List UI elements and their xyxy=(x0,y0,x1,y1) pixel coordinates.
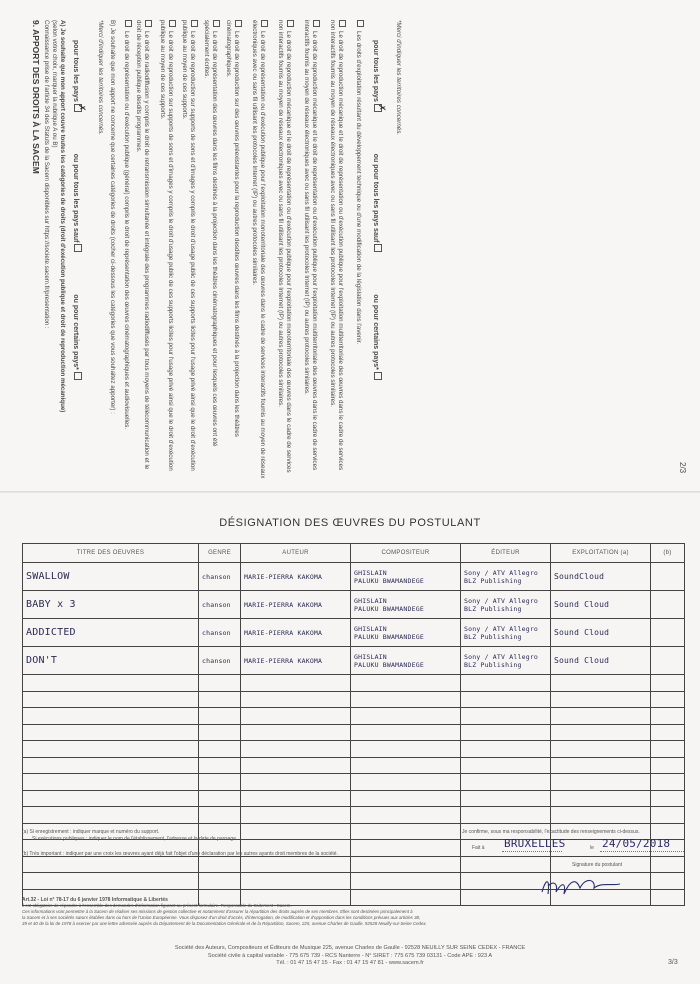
empty-cell[interactable] xyxy=(199,741,241,758)
work-author[interactable]: MARIE-PIERRA KAKOMA xyxy=(241,619,351,647)
empty-cell[interactable] xyxy=(461,691,551,708)
empty-cell[interactable] xyxy=(651,774,685,791)
empty-cell[interactable] xyxy=(461,724,551,741)
empty-cell[interactable] xyxy=(461,675,551,692)
work-author[interactable]: MARIE-PIERRA KAKOMA xyxy=(241,647,351,675)
empty-cell[interactable] xyxy=(651,724,685,741)
empty-cell[interactable] xyxy=(461,790,551,807)
empty-cell[interactable] xyxy=(241,790,351,807)
col-b-header: (b) xyxy=(651,544,685,563)
work-publisher[interactable]: Sony / ATV Allegro BLZ Publishing xyxy=(461,619,551,647)
empty-cell[interactable] xyxy=(351,790,461,807)
empty-cell[interactable] xyxy=(199,807,241,824)
table-row xyxy=(23,774,685,791)
right-item[interactable]: Le droit de représentation ou d'exécution publique pour l'exploitation monoterritoriale des œuvres dans le cadre de services interactifs fournis au moyen de réseaux électroniques avec ou sans fil utilisant les protocoles Internet (IP) ou autres protocoles similaires. xyxy=(250,20,266,479)
work-composer[interactable]: GHISLAIN PALUKU BWAMANDEGE xyxy=(351,647,461,675)
right-item[interactable]: Le droit de reproduction sur supports de sons et d'images y compris le droit d'usage public de ces supports licites pour l'usage privé ainsi que le droit d'exécution publique au moyen de ces supports. xyxy=(158,20,174,471)
empty-cell[interactable] xyxy=(199,691,241,708)
empty-cell[interactable] xyxy=(351,774,461,791)
table-row xyxy=(23,591,685,619)
empty-cell[interactable] xyxy=(551,807,651,824)
table-row xyxy=(23,563,685,591)
right-item[interactable]: Le droit de reproduction mécanique et le droit de représentation ou d'exécution publique pour l'exploitation multiterritoriale des œuvres dans le cadre de services interactifs fournis au moyen de réseaux électroniques avec ou sans fil utilisant les protocoles Internet (IP) ou autres protocoles similaires. xyxy=(302,20,318,471)
work-exploitation[interactable]: Sound Cloud xyxy=(551,591,651,619)
empty-cell[interactable] xyxy=(461,757,551,774)
empty-cell[interactable] xyxy=(23,724,199,741)
scope-except-checkbox[interactable] xyxy=(74,244,82,252)
table-row xyxy=(23,675,685,692)
empty-cell[interactable] xyxy=(241,757,351,774)
col-title-header: TITRE DES OEUVRES xyxy=(23,544,199,563)
legal-title: Art.32 - Loi n° 78-17 du 6 janvier 1978 Informatique & Libertés xyxy=(22,897,168,903)
note-a-line-1: (a) Si enregistrement : indiquer marque et numéro du support. xyxy=(22,829,160,835)
empty-cell[interactable] xyxy=(351,724,461,741)
legal-line: Il est obligatoire de répondre à l'ensemble des demandes d'information figurant au présent formulaire. Responsable du traitement : Sacem. xyxy=(22,903,292,908)
empty-cell[interactable] xyxy=(461,708,551,725)
apport-intro-2: (selon votre choix, marquer la rubrique A ou B) xyxy=(51,20,58,148)
work-publisher[interactable]: Sony / ATV Allegro BLZ Publishing xyxy=(461,563,551,591)
col-author-header: AUTEUR xyxy=(241,544,351,563)
work-composer[interactable]: GHISLAIN PALUKU BWAMANDEGE xyxy=(351,619,461,647)
empty-cell[interactable] xyxy=(651,856,685,873)
empty-cell[interactable] xyxy=(551,724,651,741)
contact-line: Tél. : 01 47 15 47 15 - Fax : 01 47 15 47 81 - www.sacem.fr xyxy=(276,960,424,966)
place-field[interactable]: BRUXELLES xyxy=(504,837,566,850)
checkmark-icon: ✗ xyxy=(77,103,87,112)
date-field[interactable]: 24/05/2018 xyxy=(602,837,671,850)
empty-cell[interactable] xyxy=(351,757,461,774)
checkmark-icon: ✗ xyxy=(377,103,387,112)
work-genre[interactable]: chanson xyxy=(199,591,241,619)
table-row xyxy=(23,691,685,708)
col-publisher-header: ÉDITEUR xyxy=(461,544,551,563)
apport-heading: 9. APPORT DES DROITS À LA SACEM xyxy=(31,20,41,174)
legal-line: 39 et 40 de la loi de 1978 à exercer par une lettre adressée auprès du Département de la Documentation Générale et de la Répartition, Sacem, 225, avenue Charles de Gaulle, 92528 Neuilly-sur-Seine Cedex. xyxy=(22,921,427,926)
scope-row-a xyxy=(71,40,87,480)
right-item[interactable]: Les droits d'exploitation résultant du développement technique ou d'une modification de la législation dans l'avenir. xyxy=(354,20,364,480)
legal-notice xyxy=(22,897,522,927)
asterisk-note-a: *Merci d'indiquer les territoires concernés. xyxy=(97,20,104,136)
empty-cell[interactable] xyxy=(23,675,199,692)
designation-title: DÉSIGNATION DES ŒUVRES DU POSTULANT xyxy=(219,517,481,529)
col-composer-header: COMPOSITEUR xyxy=(351,544,461,563)
empty-cell[interactable] xyxy=(241,856,351,873)
empty-cell[interactable] xyxy=(199,790,241,807)
empty-cell[interactable] xyxy=(199,757,241,774)
empty-cell[interactable] xyxy=(551,691,651,708)
work-genre[interactable]: chanson xyxy=(199,563,241,591)
page-number: 3/3 xyxy=(668,959,678,966)
asterisk-note-b: *Merci d'indiquer les territoires concernés. xyxy=(395,20,402,136)
empty-cell[interactable] xyxy=(23,757,199,774)
work-publisher[interactable]: Sony / ATV Allegro BLZ Publishing xyxy=(461,647,551,675)
empty-cell[interactable] xyxy=(551,757,651,774)
empty-cell[interactable] xyxy=(651,889,685,906)
empty-cell[interactable] xyxy=(651,790,685,807)
empty-cell[interactable] xyxy=(241,691,351,708)
empty-cell[interactable] xyxy=(199,724,241,741)
empty-cell[interactable] xyxy=(199,675,241,692)
legal-line: la Sacem et à ses sociétés sœurs établies dans ou hors de l'Union Européenne. Vous disposez d'un droit d'accès, d'interrogation, de modification et d'opposition dans les conditions prévues aux articles 38, xyxy=(22,915,421,920)
option-b: B) Je souhaite que mon apport ne concerne que certaines catégories de droits (cocher ci-dessous les catégories que vous souhaitez apporter) : xyxy=(109,20,116,414)
fait-a-line xyxy=(470,837,690,857)
right-item[interactable]: Le droit de représentation ou d'exécution publique (général) compris le droit de représentation des œuvres cinématographiques et audiovisuelles. xyxy=(122,20,132,480)
empty-cell[interactable] xyxy=(351,856,461,873)
empty-cell[interactable] xyxy=(461,807,551,824)
work-title[interactable]: ADDICTED xyxy=(23,619,199,647)
scope-some-checkbox[interactable] xyxy=(74,372,82,380)
signature-image xyxy=(536,870,626,902)
scope-some-label: ou pour certains pays* xyxy=(372,294,379,370)
note-a-line-2: Si exécutions publiques : indiquer le nom de l'établissement, l'adresse et la date de passage. xyxy=(32,836,238,842)
scope-some-checkbox[interactable] xyxy=(374,372,382,380)
empty-cell[interactable] xyxy=(241,741,351,758)
empty-cell[interactable] xyxy=(241,774,351,791)
work-exploitation[interactable]: Sound Cloud xyxy=(551,647,651,675)
scope-except-label: ou pour tous les pays sauf xyxy=(72,153,79,243)
work-exploitation[interactable]: SoundCloud xyxy=(551,563,651,591)
col-exploitation-header: EXPLOITATION (a) xyxy=(551,544,651,563)
scope-some-label: ou pour certains pays* xyxy=(72,294,79,370)
work-author[interactable]: MARIE-PIERRA KAKOMA xyxy=(241,563,351,591)
upper-page-mark: 2/3 xyxy=(678,462,687,474)
right-item[interactable]: Le droit de reproduction sur supports de sons et d'images y compris le droit d'usage public de ces supports licites pour l'usage privé ainsi que le droit d'exécution publique au moyen de ces supports. xyxy=(180,20,196,471)
empty-cell[interactable] xyxy=(651,873,685,890)
empty-cell[interactable] xyxy=(651,807,685,824)
empty-cell[interactable] xyxy=(241,708,351,725)
empty-cell[interactable] xyxy=(23,741,199,758)
table-row xyxy=(23,741,685,758)
le-label: le xyxy=(590,845,594,851)
table-header-row xyxy=(23,544,685,563)
empty-cell[interactable] xyxy=(199,873,241,890)
work-title[interactable]: SWALLOW xyxy=(23,563,199,591)
work-b[interactable] xyxy=(651,563,685,591)
work-genre[interactable]: chanson xyxy=(199,619,241,647)
work-exploitation[interactable]: Sound Cloud xyxy=(551,619,651,647)
empty-cell[interactable] xyxy=(351,873,461,890)
empty-cell[interactable] xyxy=(241,807,351,824)
scope-except-checkbox[interactable] xyxy=(374,244,382,252)
empty-cell[interactable] xyxy=(351,741,461,758)
page-3 xyxy=(0,493,700,984)
society-footer xyxy=(80,945,620,968)
empty-cell[interactable] xyxy=(551,790,651,807)
society-line: Société des Auteurs, Compositeurs et Éditeurs de Musique 225, avenue Charles de Gaulle - 92528 NEUILLY SUR SEINE CEDEX - FRANCE xyxy=(174,945,526,951)
work-author[interactable]: MARIE-PIERRA KAKOMA xyxy=(241,591,351,619)
empty-cell[interactable] xyxy=(23,790,199,807)
empty-cell[interactable] xyxy=(651,691,685,708)
right-item[interactable]: Le droit de radiodiffusion y compris le droit de retransmission simultanée et intégrale des programmes radiodiffusés par tous moyens de télécommunication et le droit de réception publique desdits programmes. xyxy=(134,20,150,470)
empty-cell[interactable] xyxy=(23,807,199,824)
empty-cell[interactable] xyxy=(651,675,685,692)
work-b[interactable] xyxy=(651,647,685,675)
empty-cell[interactable] xyxy=(23,691,199,708)
work-composer[interactable]: GHISLAIN PALUKU BWAMANDEGE xyxy=(351,591,461,619)
empty-cell[interactable] xyxy=(199,856,241,873)
right-item[interactable]: Le droit de reproduction mécanique et le droit de représentation ou d'exécution publique pour l'exploitation multiterritoriale des œuvres dans le cadre de services non interactifs fournis au moyen de réseaux électroniques avec ou sans fil utilisant les protocoles Internet (IP) ou autres protocoles similaires. xyxy=(328,20,344,471)
right-item[interactable]: Le droit de reproduction sur des œuvres préexistantes pour la reproduction desdites œuvres dans les films destinés à la projection dans les théâtres cinématographiques. xyxy=(224,20,240,437)
empty-cell[interactable] xyxy=(351,675,461,692)
empty-cell[interactable] xyxy=(461,774,551,791)
work-b[interactable] xyxy=(651,591,685,619)
empty-cell[interactable] xyxy=(23,856,199,873)
table-row xyxy=(23,647,685,675)
empty-cell[interactable] xyxy=(199,708,241,725)
work-b[interactable] xyxy=(651,619,685,647)
empty-cell[interactable] xyxy=(23,708,199,725)
empty-cell[interactable] xyxy=(551,708,651,725)
scope-all-checkbox[interactable] xyxy=(374,103,387,112)
work-title[interactable]: BABY x 3 xyxy=(23,591,199,619)
col-genre-header: GENRE xyxy=(199,544,241,563)
note-b: (b) Très important : indiquer par une croix les œuvres ayant déjà fait l'objet d'une déclaration par les autres ayants droit membres de la société. xyxy=(22,851,338,857)
table-row xyxy=(23,790,685,807)
empty-cell[interactable] xyxy=(23,873,199,890)
empty-cell[interactable] xyxy=(23,774,199,791)
right-item[interactable]: Le droit de reproduction mécanique et le droit de représentation ou d'exécution publique pour l'exploitation monoterritoriale des œuvres dans le cadre de services non interactifs fournis au moyen de réseaux électroniques avec ou sans fil utilisant les protocoles Internet (IP) ou autres protocoles similaires. xyxy=(276,20,292,473)
table-row xyxy=(23,619,685,647)
empty-cell[interactable] xyxy=(199,774,241,791)
legal-line: Ces informations vont permettre à la Sacem de réaliser ses missions de gestion collective et notamment d'assurer la répartition des droits auprès de ses membres. Elles sont destinées principalement à xyxy=(22,909,413,914)
fait-a-label: Fait à xyxy=(472,845,485,851)
scope-all-label: pour tous les pays xyxy=(72,40,79,102)
work-title[interactable]: DON'T xyxy=(23,647,199,675)
right-item[interactable]: Le droit de représentation des œuvres dans les films destinés à la projection dans les théâtres cinématographiques et pour lesquels ces œuvres ont été spécialement écrites. xyxy=(202,20,218,447)
option-a: A) Je souhaite que mon apport couvre toutes les catégories de droits (droit d'exécution publique et droit de reproduction mécanique) xyxy=(59,20,66,413)
empty-cell[interactable] xyxy=(551,774,651,791)
table-row xyxy=(23,708,685,725)
signature-label: Signature du postulant xyxy=(572,862,623,868)
empty-cell[interactable] xyxy=(351,807,461,824)
empty-cell[interactable] xyxy=(551,675,651,692)
apport-intro: Connaissance prise de l'article 34 des Statuts de la Sacem disponibles sur https://societe.sacem.fr/presentation : xyxy=(43,20,50,329)
work-composer[interactable]: GHISLAIN PALUKU BWAMANDEGE xyxy=(351,563,461,591)
scope-except-label: ou pour tous les pays sauf xyxy=(372,153,379,243)
empty-cell[interactable] xyxy=(351,691,461,708)
table-row xyxy=(23,724,685,741)
empty-cell[interactable] xyxy=(651,757,685,774)
empty-cell[interactable] xyxy=(651,741,685,758)
empty-cell[interactable] xyxy=(461,741,551,758)
empty-cell[interactable] xyxy=(351,708,461,725)
work-genre[interactable]: chanson xyxy=(199,647,241,675)
table-row xyxy=(23,807,685,824)
empty-cell[interactable] xyxy=(241,873,351,890)
empty-cell[interactable] xyxy=(241,675,351,692)
scope-row-b xyxy=(371,40,387,480)
confirmation-statement: Je confirme, sous ma responsabilité, l'exactitude des renseignements ci-dessus. xyxy=(462,829,640,835)
work-publisher[interactable]: Sony / ATV Allegro BLZ Publishing xyxy=(461,591,551,619)
table-row xyxy=(23,757,685,774)
empty-cell[interactable] xyxy=(241,724,351,741)
scope-all-label: pour tous les pays xyxy=(372,40,379,102)
scope-all-checkbox[interactable] xyxy=(74,103,87,112)
empty-cell[interactable] xyxy=(551,741,651,758)
empty-cell[interactable] xyxy=(651,708,685,725)
company-line: Société civile à capital variable - 775 675 739 - RCS Nanterre - N° SIRET : 775 675 739 03131 - Code APE : 923 A xyxy=(207,952,493,959)
